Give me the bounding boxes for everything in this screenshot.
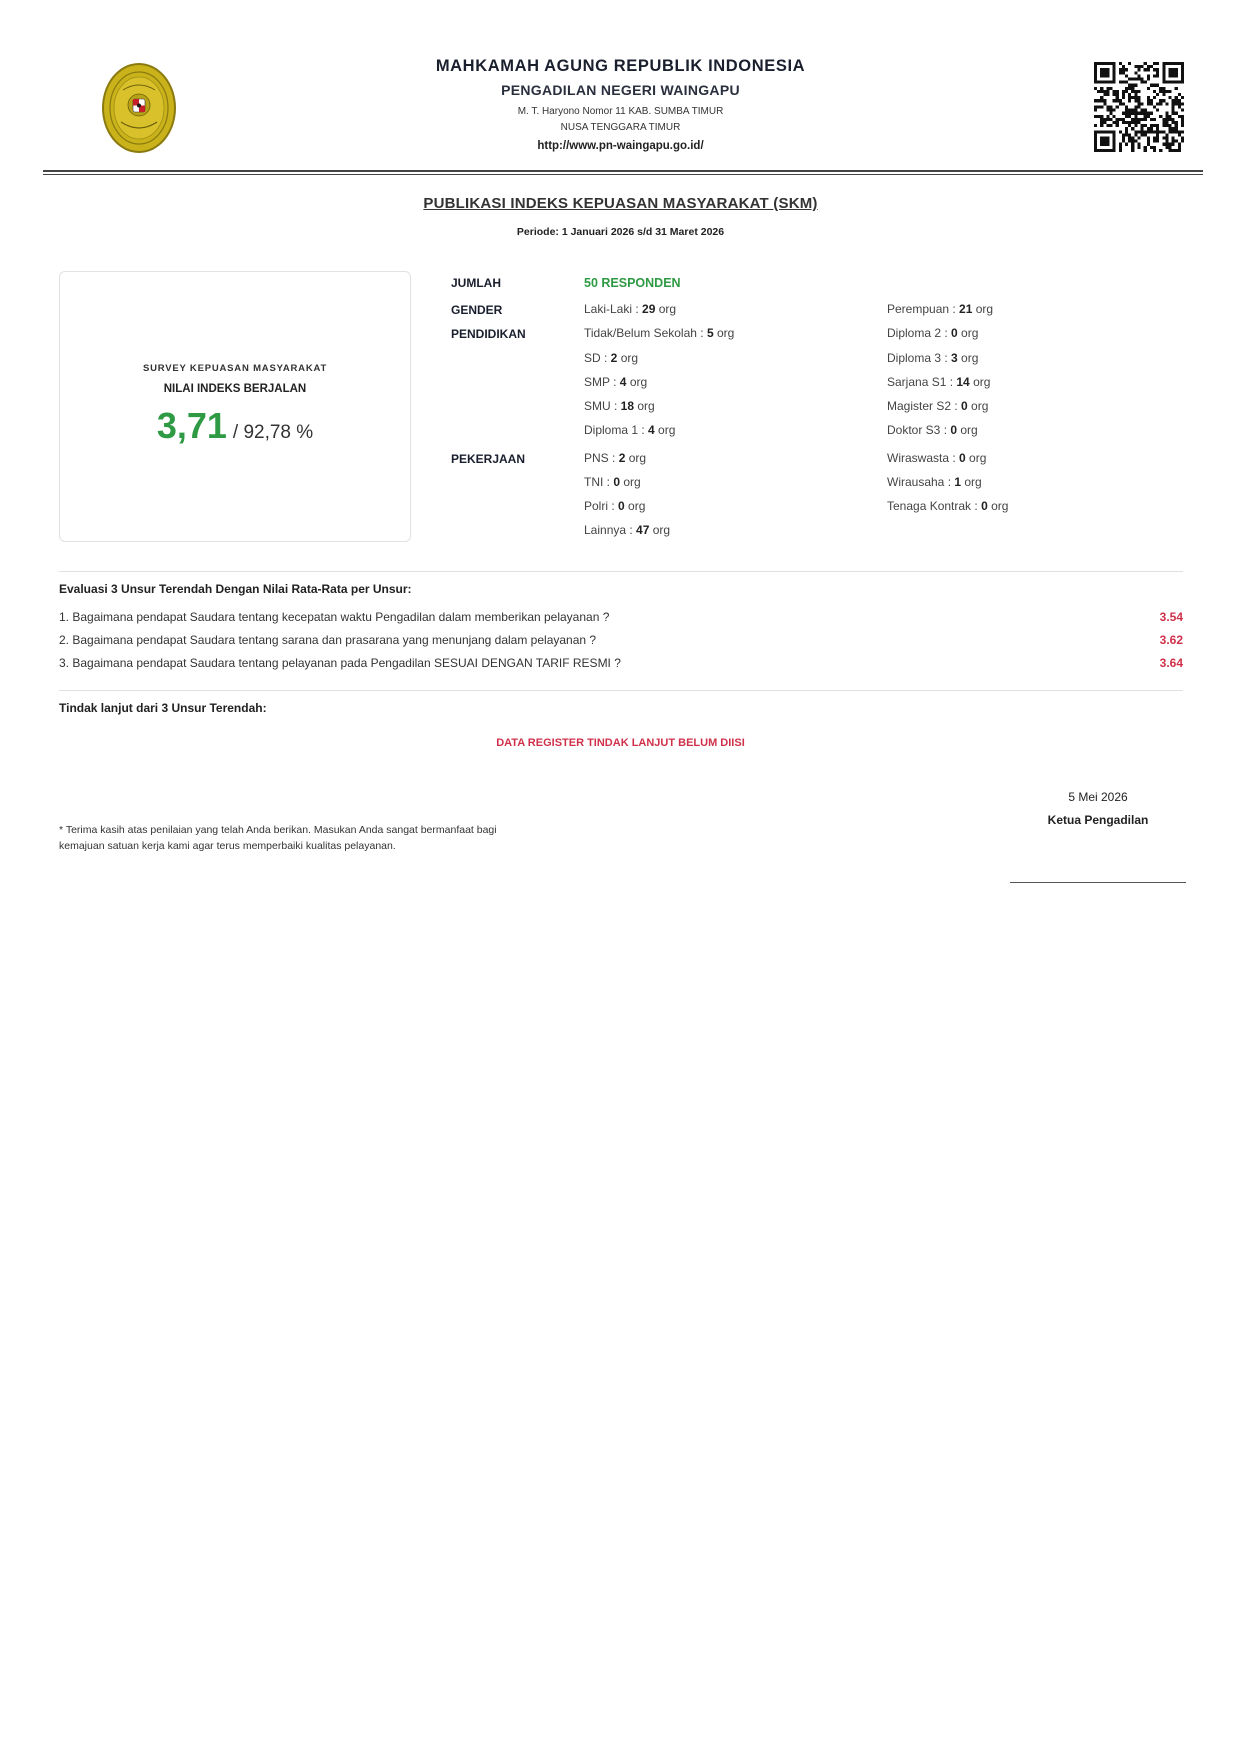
stat-item: SMU : 18 org bbox=[584, 399, 655, 413]
signature-date: 5 Mei 2026 bbox=[1068, 790, 1128, 804]
jumlah-value: 50 RESPONDEN bbox=[584, 276, 681, 290]
stat-item: Magister S2 : 0 org bbox=[887, 399, 989, 413]
stat-item: Diploma 2 : 0 org bbox=[887, 326, 979, 340]
index-value: 3,71 bbox=[156, 405, 227, 446]
address-line-1: M. T. Haryono Nomor 11 KAB. SUMBA TIMUR bbox=[517, 106, 724, 117]
evaluation-question: 3. Bagaimana pendapat Saudara tentang pelayanan pada Pengadilan SESUAI DENGAN TARIF RESMI ? bbox=[59, 656, 621, 670]
stat-item: Diploma 1 : 4 org bbox=[584, 423, 676, 437]
evaluation-score: 3.54 bbox=[1159, 610, 1183, 624]
signature-line bbox=[1010, 882, 1186, 883]
evaluation-question: 2. Bagaimana pendapat Saudara tentang sarana dan prasarana yang menunjang dalam pelayanan ? bbox=[59, 633, 597, 647]
stat-item: Doktor S3 : 0 org bbox=[887, 423, 978, 437]
org-name: MAHKAMAH AGUNG REPUBLIK INDONESIA bbox=[435, 57, 806, 75]
section-divider bbox=[59, 690, 1183, 691]
index-percent: / 92,78 % bbox=[232, 422, 314, 443]
stat-item: Lainnya : 47 org bbox=[584, 523, 671, 537]
stat-item: Tidak/Belum Sekolah : 5 org bbox=[584, 326, 735, 340]
stat-item: TNI : 0 org bbox=[584, 475, 641, 489]
signer-title: Ketua Pengadilan bbox=[1047, 813, 1149, 827]
court-name: PENGADILAN NEGERI WAINGAPU bbox=[501, 82, 740, 98]
pekerjaan-label: PEKERJAAN bbox=[451, 452, 526, 466]
index-value-group bbox=[59, 405, 411, 447]
jumlah-label: JUMLAH bbox=[451, 276, 501, 290]
stat-item: Polri : 0 org bbox=[584, 499, 646, 513]
header-divider bbox=[43, 170, 1203, 172]
thank-you-note: * Terima kasih atas penilaian yang telah Anda berikan. Masukan Anda sangat bermanfaat bagi kemajuan satuan kerja kami agar terus memperbaiki kualitas pelayanan. bbox=[59, 824, 497, 852]
stat-item: Diploma 3 : 3 org bbox=[887, 351, 979, 365]
evaluation-heading: Evaluasi 3 Unsur Terendah Dengan Nilai Rata-Rata per Unsur: bbox=[59, 582, 412, 596]
gender-label: GENDER bbox=[451, 303, 503, 317]
index-card-label: SURVEY KEPUASAN MASYARAKAT bbox=[142, 363, 328, 374]
section-divider bbox=[59, 571, 1183, 572]
stat-item: Perempuan : 21 org bbox=[887, 302, 994, 316]
evaluation-score: 3.62 bbox=[1159, 633, 1183, 647]
address-line-2: NUSA TENGGARA TIMUR bbox=[560, 122, 681, 133]
followup-notice: DATA REGISTER TINDAK LANJUT BELUM DIISI bbox=[496, 737, 745, 749]
header-divider-thin bbox=[43, 174, 1203, 175]
evaluation-question: 1. Bagaimana pendapat Saudara tentang kecepatan waktu Pengadilan dalam memberikan pelayanan ? bbox=[59, 610, 610, 624]
evaluation-score: 3.64 bbox=[1159, 656, 1183, 670]
followup-heading: Tindak lanjut dari 3 Unsur Terendah: bbox=[59, 701, 267, 715]
index-card-subtitle: NILAI INDEKS BERJALAN bbox=[163, 383, 307, 395]
stat-item: Sarjana S1 : 14 org bbox=[887, 375, 991, 389]
stat-item: Laki-Laki : 29 org bbox=[584, 302, 677, 316]
website-link[interactable]: http://www.pn-waingapu.go.id/ bbox=[537, 140, 704, 152]
page-title: PUBLIKASI INDEKS KEPUASAN MASYARAKAT (SKM) bbox=[423, 195, 818, 212]
stat-item: Wiraswasta : 0 org bbox=[887, 451, 987, 465]
stat-item: SMP : 4 org bbox=[584, 375, 648, 389]
period-text: Periode: 1 Januari 2026 s/d 31 Maret 2026 bbox=[516, 226, 725, 238]
stat-item: Tenaga Kontrak : 0 org bbox=[887, 499, 1009, 513]
pendidikan-label: PENDIDIKAN bbox=[451, 327, 526, 341]
stat-item: Wirausaha : 1 org bbox=[887, 475, 982, 489]
stat-item: SD : 2 org bbox=[584, 351, 639, 365]
stat-item: PNS : 2 org bbox=[584, 451, 647, 465]
